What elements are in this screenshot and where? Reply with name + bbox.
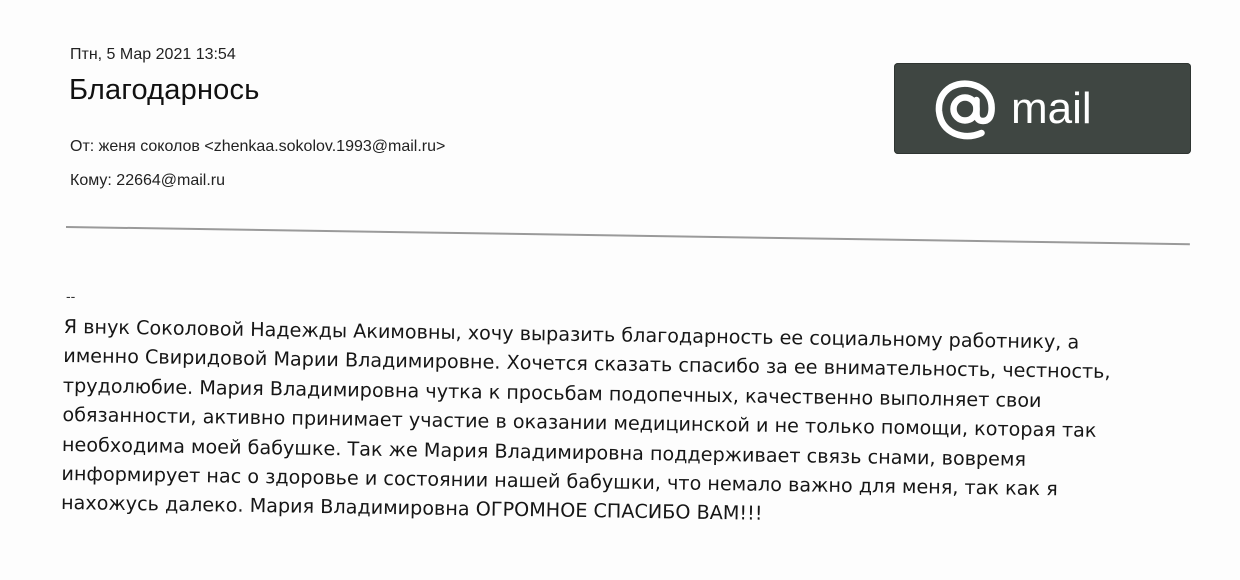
body-line: информирует нас о здоровье и состоянии нашей бабушки, что немало важно для меня, так как я (61, 462, 1058, 501)
body-line: именно Свиридовой Марии Владимировне. Хочется сказать спасибо за ее внимательность, честность, (63, 344, 1111, 384)
body-line: необходима моей бабушке. Так же Мария Владимировна поддерживает связь снами, вовремя (61, 432, 1027, 471)
header-divider (66, 226, 1190, 245)
email-date: Птн, 5 Мар 2021 13:54 (70, 46, 236, 63)
mail-logo-graphic (933, 74, 1153, 144)
logo-wordmark: mail (1010, 83, 1092, 133)
body-line: трудолюбие. Мария Владимировна чутка к просьбам подопечных, качественно выполняет свои (62, 373, 1042, 412)
email-from: От: женя соколов <zhenkaa.sokolov.1993@mail.ru> (70, 138, 446, 155)
body-line: нахожусь далеко. Мария Владимировна ОГРОМНОЕ СПАСИБО ВАМ!!! (60, 491, 763, 526)
body-line: обязанности, активно принимает участие в оказании медицинской и не только помощи, которая так (62, 403, 1097, 443)
body-line: Я внук Соколовой Надежды Акимовны, хочу выразить благодарность ее социальному работнику, а (63, 314, 1080, 354)
at-sign-icon (938, 83, 991, 136)
email-subject: Благодарнось (69, 74, 260, 106)
mail-ru-logo (894, 63, 1191, 154)
email-body (61, 312, 1184, 535)
signature-separator: -- (66, 288, 76, 304)
email-to: Кому: 22664@mail.ru (70, 172, 226, 189)
